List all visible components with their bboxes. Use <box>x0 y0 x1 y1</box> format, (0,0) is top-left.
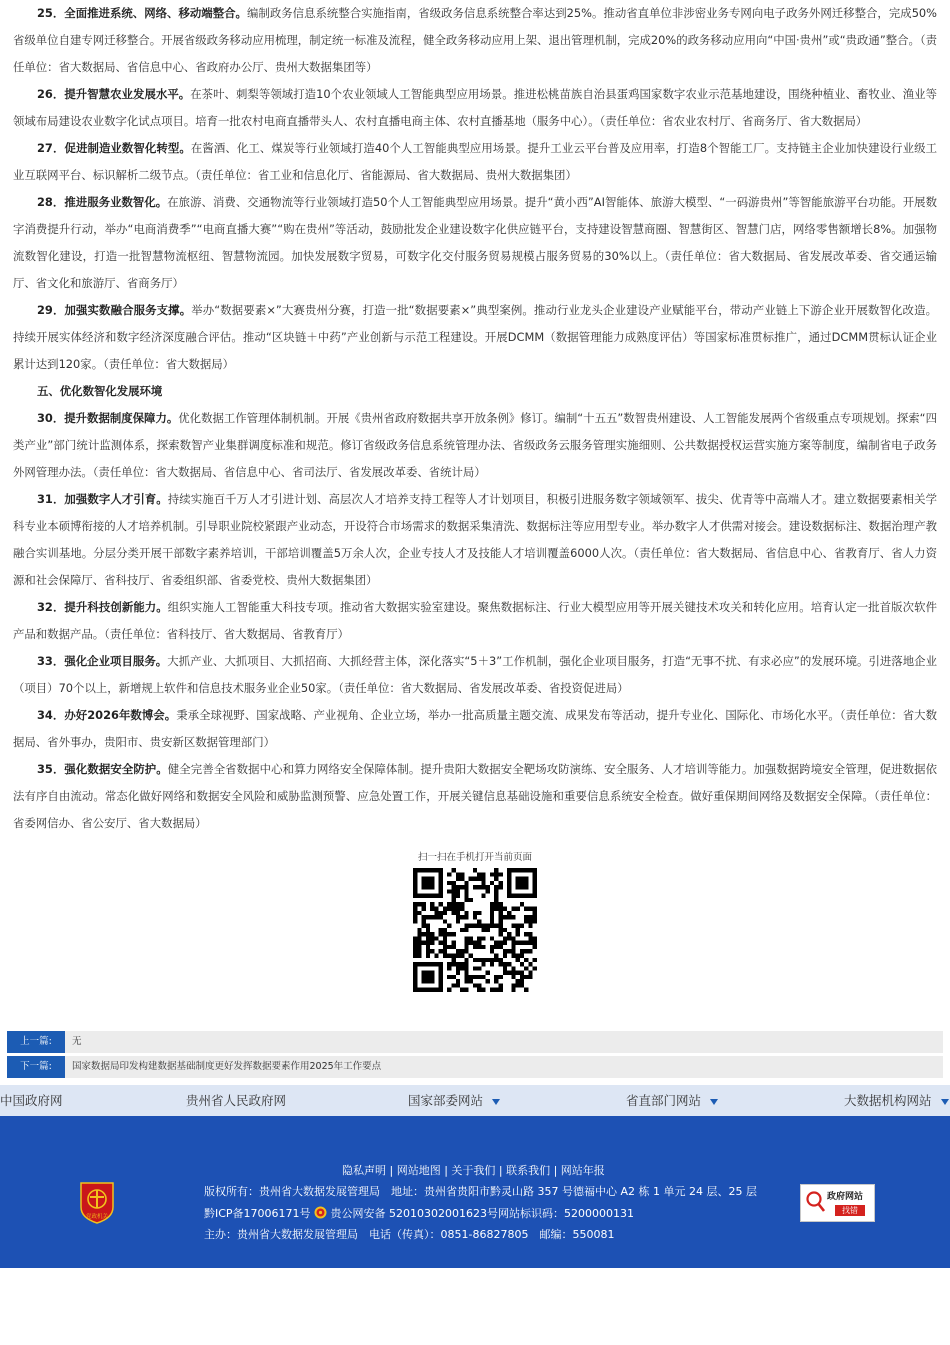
article-paragraph <box>13 135 937 189</box>
footer-police-text: 贵公网安备 52010302001623号 <box>330 1207 498 1220</box>
paragraph-body: 编制政务信息系统整合实施指南，省级政务信息系统整合率达到25%。推动省直单位非涉密业务专网向电子政务外网迁移整合，完成50%省级单位自建专网迁移整合。开展省级政务移动应用梳理，制定统一标准及流程，健全政务移动应用上架、退出管理机制，完成20%的政务移动应用向“中国·贵州”或“贵政通”整合。（责任单位：省大数据局、省信息中心、省政府办公厅、贵州大数据集团等） <box>13 6 938 74</box>
paragraph-lead: 26．提升智慧农业发展水平。 <box>37 87 191 101</box>
prev-label: 上一篇: <box>7 1031 65 1053</box>
dropdown-ministries-label: 国家部委网站 <box>408 1093 484 1108</box>
article-paragraph <box>13 81 937 135</box>
paragraph-body: 优化数据工作管理体制机制。开展《贵州省政府数据共享开放条例》修订。编制“十五五”数智贵州建设、人工智能发展两个省级重点专项规划。探索“四类产业”部门统计监测体系，探索数智产业集群调度标准和规范。修订省级政务信息系统管理办法、省级政务云服务管理实施细则、公共数据授权运营实施方案等制度，编制省电子政务外网管理办法。（责任单位：省大数据局、省信息中心、省司法厅、省发展改革委、省统计局） <box>13 411 937 479</box>
dropdown-provincial-depts[interactable] <box>626 1085 718 1116</box>
article-paragraph <box>13 0 937 81</box>
party-gov-emblem-icon[interactable] <box>78 1180 116 1224</box>
paragraph-body: 在茶叶、刺梨等领域打造10个农业领域人工智能典型应用场景。推进松桃苗族自治县蛋鸡国家数字农业示范基地建设，围绕种植业、畜牧业、渔业等领域布局建设农业数字化试点项目。培育一批农村电商直播带头人、农村直播电商主体、农村直播基地（服务中心）。（责任单位：省农业农村厅、省商务厅、省大数据局） <box>13 87 938 128</box>
qr-code-icon <box>413 868 537 992</box>
gov-site-error-badge[interactable] <box>800 1184 875 1222</box>
paragraph-lead: 29．加强实数融合服务支撑。 <box>37 303 192 317</box>
footer-site-id: 网站标识码：5200000131 <box>498 1207 634 1220</box>
dropdown-provincial-depts-label: 省直部门网站 <box>626 1093 702 1108</box>
footer-host: 主办：贵州省大数据发展管理局 电话（传真）：0851-86827805 邮编：550081 <box>204 1228 615 1241</box>
paragraph-body: 健全完善全省数据中心和算力网络安全保障体制。提升贵阳大数据安全靶场攻防演练、安全服务、人才培训等能力。加强数据跨境安全管理，促进数据依法有序自由流动。常态化做好网络和数据安全风险和威胁监测预警、应急处置工作，开展关键信息基础设施和重要信息系统安全检查。做好重保期间网络及数据安全保障。（责任单位：省委网信办、省公安厅、省大数据局） <box>13 762 937 830</box>
dropdown-ministries[interactable] <box>408 1085 500 1116</box>
prev-article-link[interactable]: 无 <box>72 1036 82 1047</box>
article-paragraph <box>13 702 937 756</box>
paragraph-lead: 33．强化企业项目服务。 <box>37 654 168 668</box>
chevron-down-icon <box>941 1099 949 1105</box>
article-paragraph <box>13 486 937 594</box>
paragraph-lead: 30．提升数据制度保障力。 <box>37 411 179 425</box>
footer-copyright: 版权所有：贵州省大数据发展管理局 地址：贵州省贵阳市黔灵山路 357 号德福中心 A2 栋 1 单元 24 层、25 层 <box>204 1185 757 1198</box>
link-china-gov[interactable]: 中国政府网 <box>0 1093 63 1108</box>
paragraph-lead: 32．提升科技创新能力。 <box>37 600 168 614</box>
paragraph-body: 在酱酒、化工、煤炭等行业领域打造40个人工智能典型应用场景。提升工业云平台普及应用率，打造8个智能工厂。支持链主企业加快建设行业级工业互联网平台、标识解析二级节点。（责任单位：省工业和信息化厅、省能源局、省大数据局、贵州大数据集团） <box>13 141 937 182</box>
prev-article-row[interactable] <box>7 1031 943 1053</box>
article-paragraph <box>13 756 937 837</box>
dropdown-bigdata-orgs-label: 大数据机构网站 <box>844 1093 932 1108</box>
article-paragraph <box>13 594 937 648</box>
paragraph-body: 在旅游、消费、交通物流等行业领域打造50个人工智能典型应用场景。提升“黄小西”AI智能体、旅游大模型、“一码游贵州”等智能旅游平台功能。开展数字消费提升行动，举办“电商消费季”“电商直播大赛”“购在贵州”等活动，鼓励批发企业建设数字化供应链平台，支持建设智慧商圈、智慧街区、智慧门店，网络零售额增长8%。加强物流数智化建设，打造一批智慧物流枢纽、智慧物流园。加快发展数字贸易，可数字化交付服务贸易规模占服务贸易的30%以上。（责任单位：省大数据局、省发展改革委、省交通运输厅、省文化和旅游厅、省商务厅） <box>13 195 937 290</box>
link-guizhou-gov[interactable]: 贵州省人民政府网 <box>186 1093 287 1108</box>
paragraph-body: 持续实施百千万人才引进计划、高层次人才培养支持工程等人才计划项目，积极引进服务数字领域领军、拔尖、优青等中高端人才。建立数据要素相关学科专业本硕博衔接的人才培养机制。引导职业院校紧跟产业动态，开设符合市场需求的数据采集清洗、数据标注等应用型专业。举办数字人才供需对接会。建设数据标注、数据治理产教融合实训基地。分层分类开展干部数字素养培训，干部培训覆盖5万余人次，企业专技人才及技能人才培训覆盖6000人次。（责任单位：省大数据局、省信息中心、省教育厅、省人力资源和社会保障厅、省科技厅、省委组织部、省委党校、贵州大数据集团） <box>13 492 937 587</box>
article-paragraph <box>13 648 937 702</box>
paragraph-body: 举办“数据要素×”大赛贵州分赛，打造一批“数据要素×”典型案例。推动行业龙头企业建设产业赋能平台，带动产业链上下游企业开展数智化改造。持续开展实体经济和数字经济深度融合评估。推动“区块链＋中药”产业创新与示范工程建设。开展DCMM（数据管理能力成熟度评估）等国家标准贯标推广，通过DCMM贯标认证企业累计达到120家。（责任单位：省大数据局） <box>13 303 937 371</box>
footer-police-record[interactable] <box>314 1206 498 1222</box>
section-heading: 五、优化数智化发展环境 <box>37 384 163 398</box>
paragraph-lead: 25．全面推进系统、网络、移动端整合。 <box>37 6 247 20</box>
paragraph-body: 组织实施人工智能重大科技专项。推动省大数据实验室建设。聚焦数据标注、行业大模型应用等开展关键技术攻关和转化应用。培育认定一批首版次软件产品和数据产品。（责任单位：省科技厅、省大数据局、省教育厅） <box>13 600 937 641</box>
paragraph-lead: 35．强化数据安全防护。 <box>37 762 168 776</box>
police-badge-icon <box>314 1206 327 1219</box>
paragraph-lead: 34．办好2026年数博会。 <box>37 708 177 722</box>
chevron-down-icon <box>710 1099 718 1105</box>
chevron-down-icon <box>492 1099 500 1105</box>
dropdown-bigdata-orgs[interactable] <box>844 1085 949 1116</box>
paragraph-lead: 31．加强数字人才引育。 <box>37 492 168 506</box>
magnifier-icon <box>805 1190 825 1214</box>
article-paragraph <box>13 405 937 486</box>
paragraph-lead: 27．促进制造业数智化转型。 <box>37 141 191 155</box>
related-links-bar <box>0 1085 950 1116</box>
next-article-row[interactable] <box>7 1056 943 1078</box>
qr-section <box>0 850 950 992</box>
next-article-link[interactable]: 国家数据局印发构建数据基础制度更好发挥数据要素作用2025年工作要点 <box>72 1061 382 1072</box>
next-label: 下一篇: <box>7 1056 65 1078</box>
article-paragraph <box>13 297 937 378</box>
footer-links[interactable]: 隐私声明 | 网站地图 | 关于我们 | 联系我们 | 网站年报 <box>342 1164 605 1177</box>
badge-tag: 找错 <box>835 1205 865 1216</box>
footer-icp[interactable]: 黔ICP备17006171号 <box>204 1207 311 1220</box>
paragraph-body: 大抓产业、大抓项目、大抓招商、大抓经营主体，深化落实“5＋3”工作机制，强化企业项目服务，打造“无事不扰、有求必应”的发展环境。引进落地企业（项目）70个以上，新增规上软件和信息技术服务业企业50家。（责任单位：省大数据局、省发展改革委、省投资促进局） <box>13 654 937 695</box>
article-paragraph <box>13 189 937 297</box>
badge-title: 政府网站 <box>827 1192 864 1202</box>
article-body <box>13 0 937 837</box>
qr-caption: 扫一扫在手机打开当前页面 <box>417 852 532 863</box>
paragraph-lead: 28．推进服务业数智化。 <box>37 195 168 209</box>
paragraph-body: 秉承全球视野、国家战略、产业视角、企业立场，举办一批高质量主题交流、成果发布等活动，提升专业化、国际化、市场化水平。（责任单位：省大数据局、省外事办，贵阳市、贵安新区数据管理部门） <box>13 708 937 749</box>
emblem-text: 党政机关 <box>85 1214 109 1220</box>
